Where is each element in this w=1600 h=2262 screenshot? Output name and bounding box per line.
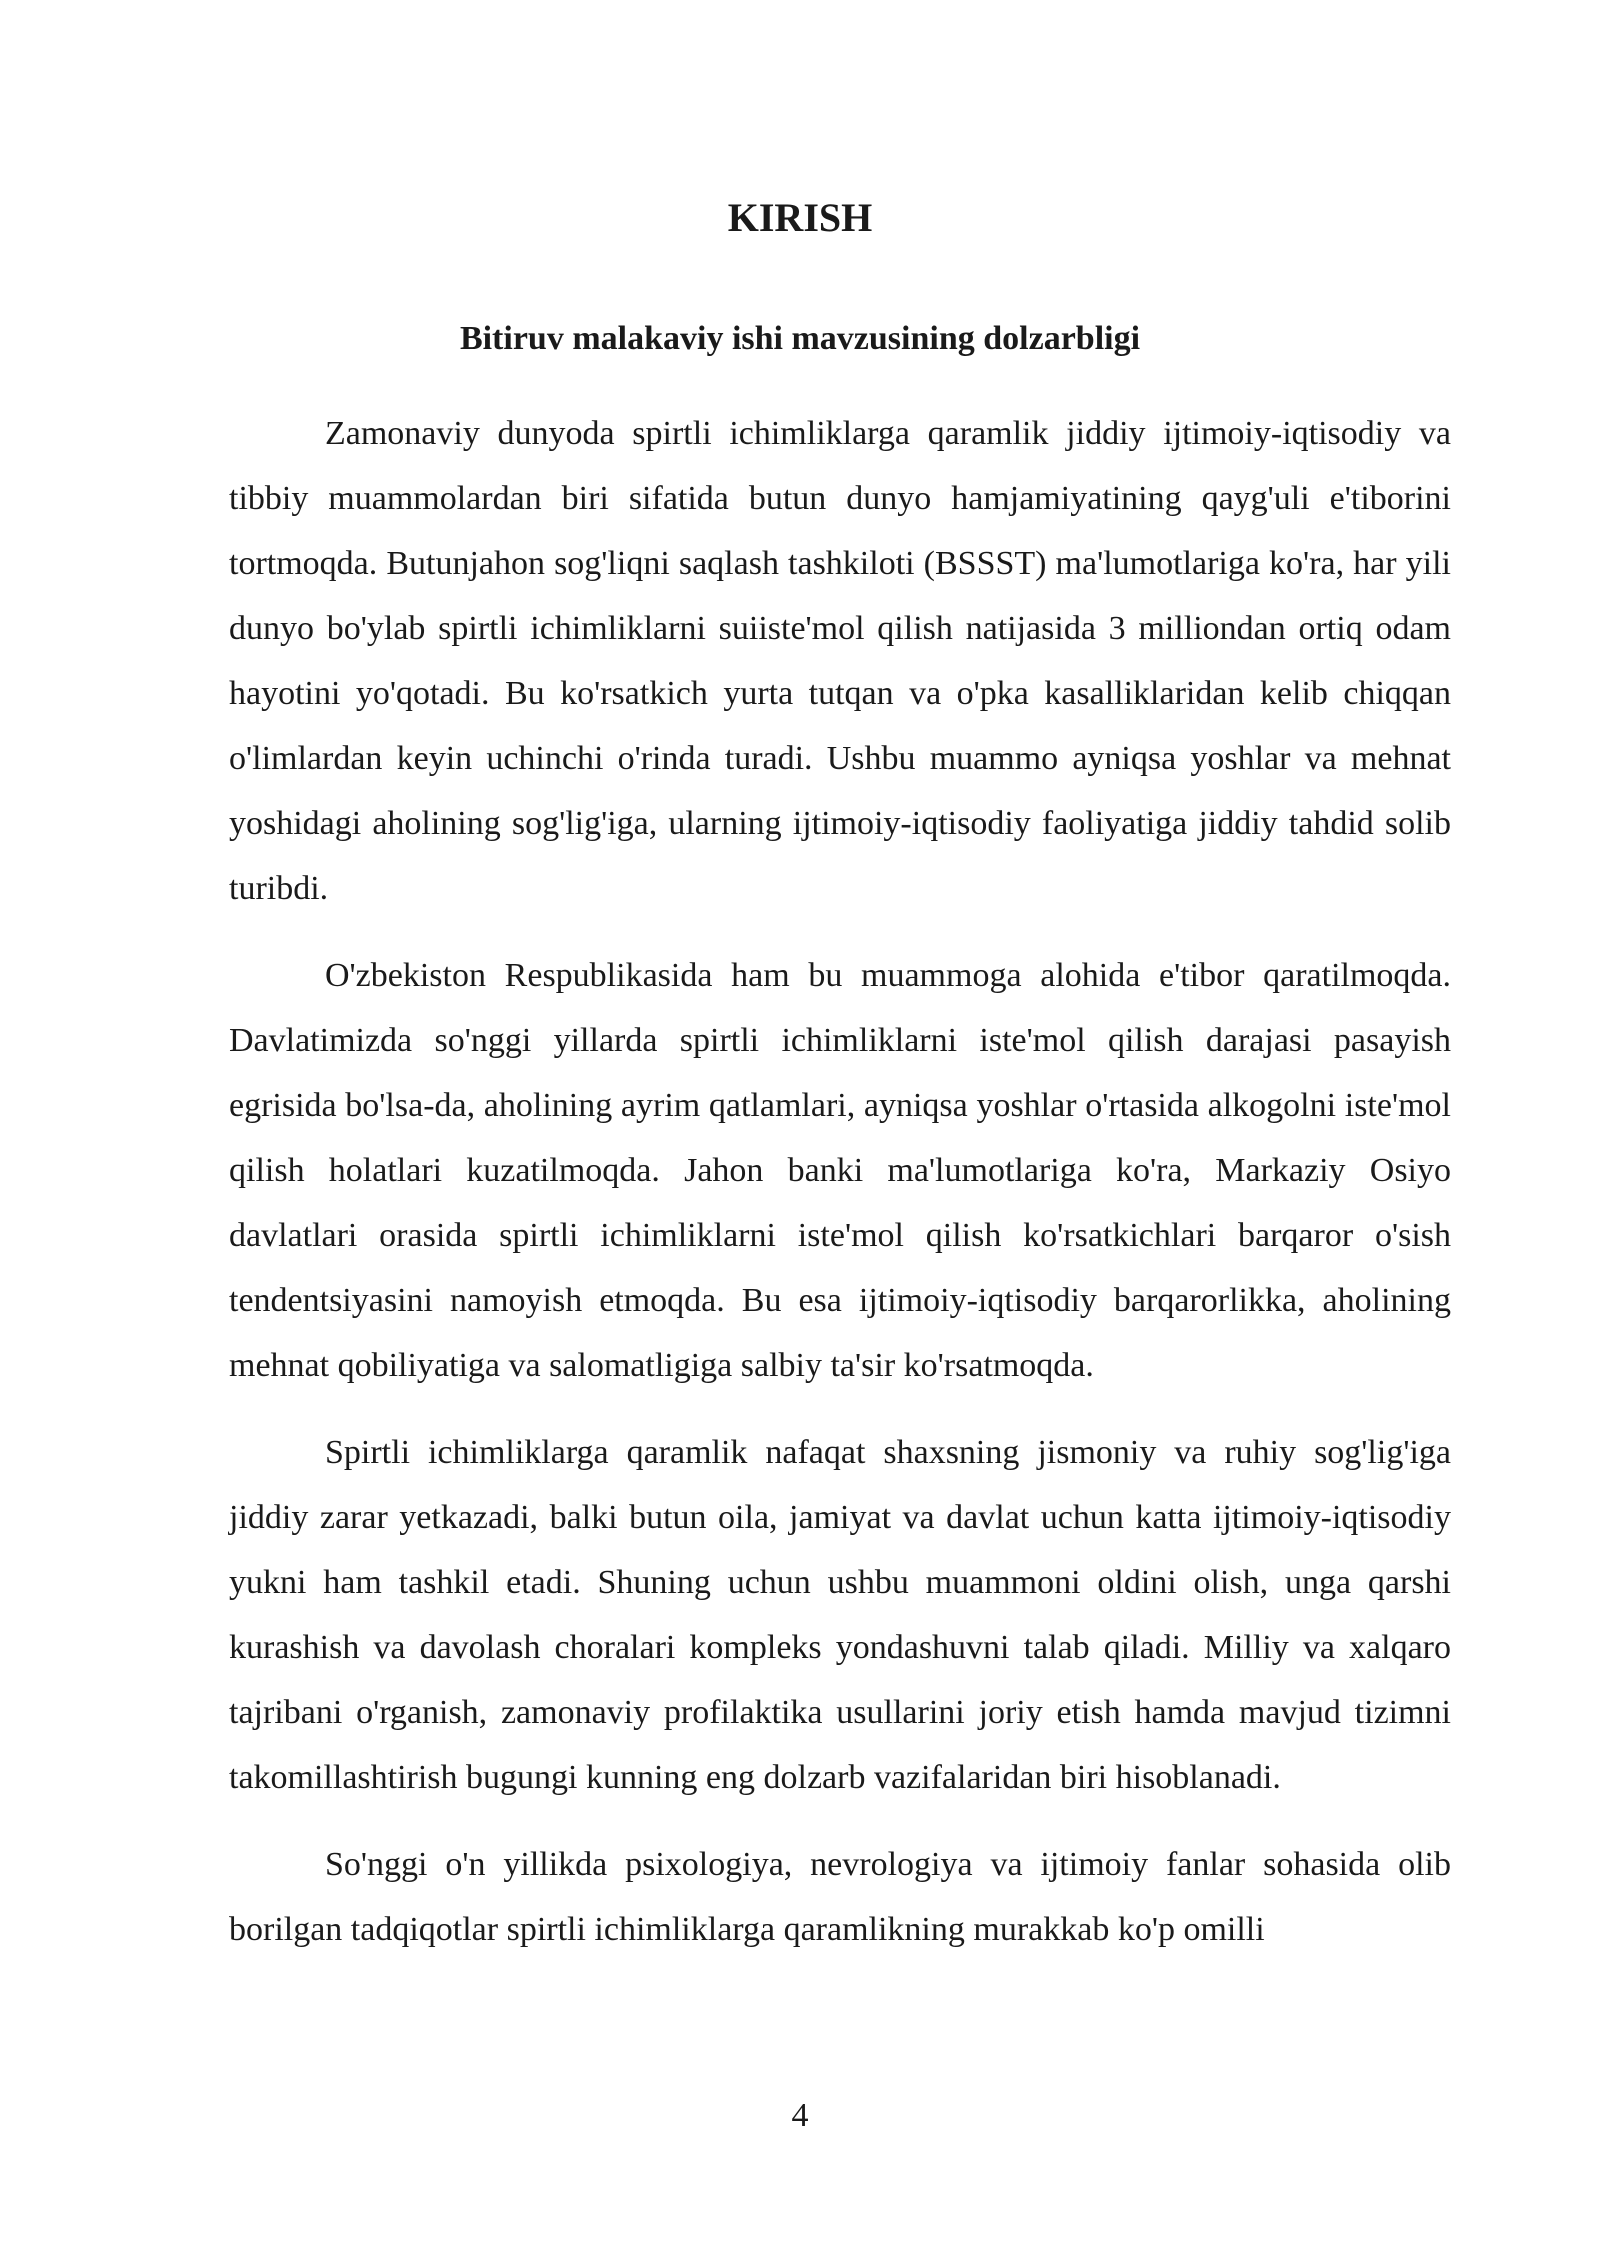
paragraph-1: Zamonaviy dunyoda spirtli ichimliklarga qaramlik jiddiy ijtimoiy-iqtisodiy va tibbiy muammolardan biri sifatida butun dunyo hamjamiyatining qayg'uli e'tiborini tortmoqda. Butunjahon sog'liqni saqlash tashkiloti (BSSST) ma'lumotlariga ko'ra, har yili dunyo bo'ylab spirtli ichimliklarni suiiste'mol qilish natijasida 3 milliondan ortiq odam hayotini yo'qotadi. Bu ko'rsatkich yurta tutqan va o'pka kasalliklaridan kelib chiqqan o'limlardan keyin uchinchi o'rinda turadi. Ushbu muammo ayniqsa yoshlar va mehnat yoshidagi aholining sog'lig'iga, ularning ijtimoiy-iqtisodiy faoliyatiga jiddiy tahdid solib turibdi. — [229, 415, 1451, 907]
document-title: KIRISH — [727, 195, 873, 240]
paragraph-4: So'nggi o'n yillikda psixologiya, nevrologiya va ijtimoiy fanlar sohasida olib borilgan tadqiqotlar spirtli ichimliklarga qaramlikning murakkab ko'p omilli — [229, 1846, 1451, 1948]
body-text — [229, 401, 1451, 1984]
section-subtitle: Bitiruv malakaviy ishi mavzusining dolzarbligi — [459, 320, 1141, 357]
paragraph-3: Spirtli ichimliklarga qaramlik nafaqat shaxsning jismoniy va ruhiy sog'lig'iga jiddiy zarar yetkazadi, balki butun oila, jamiyat va davlat uchun katta ijtimoiy-iqtisodiy yukni ham tashkil etadi. Shuning uchun ushbu muammoni oldini olish, unga qarshi kurashish va davolash choralari kompleks yondashuvni talab qiladi. Milliy va xalqaro tajribani o'rganish, zamonaviy profilaktika usullarini joriy etish hamda mavjud tizimni takomillashtirish bugungi kunning eng dolzarb vazifalaridan biri hisoblanadi. — [229, 1434, 1451, 1796]
paragraph-2: O'zbekiston Respublikasida ham bu muammoga alohida e'tibor qaratilmoqda. Davlatimizda so'nggi yillarda spirtli ichimliklarni iste'mol qilish darajasi pasayish egrisida bo'lsa-da, aholining ayrim qatlamlari, ayniqsa yoshlar o'rtasida alkogolni iste'mol qilish holatlari kuzatilmoqda. Jahon banki ma'lumotlariga ko'ra, Markaziy Osiyo davlatlari orasida spirtli ichimliklarni iste'mol qilish ko'rsatkichlari barqaror o'sish tendentsiyasini namoyish etmoqda. Bu esa ijtimoiy-iqtisodiy barqarorlikka, aholining mehnat qobiliyatiga va salomatligiga salbiy ta'sir ko'rsatmoqda. — [229, 957, 1451, 1384]
page-number: 4 — [791, 2097, 809, 2134]
